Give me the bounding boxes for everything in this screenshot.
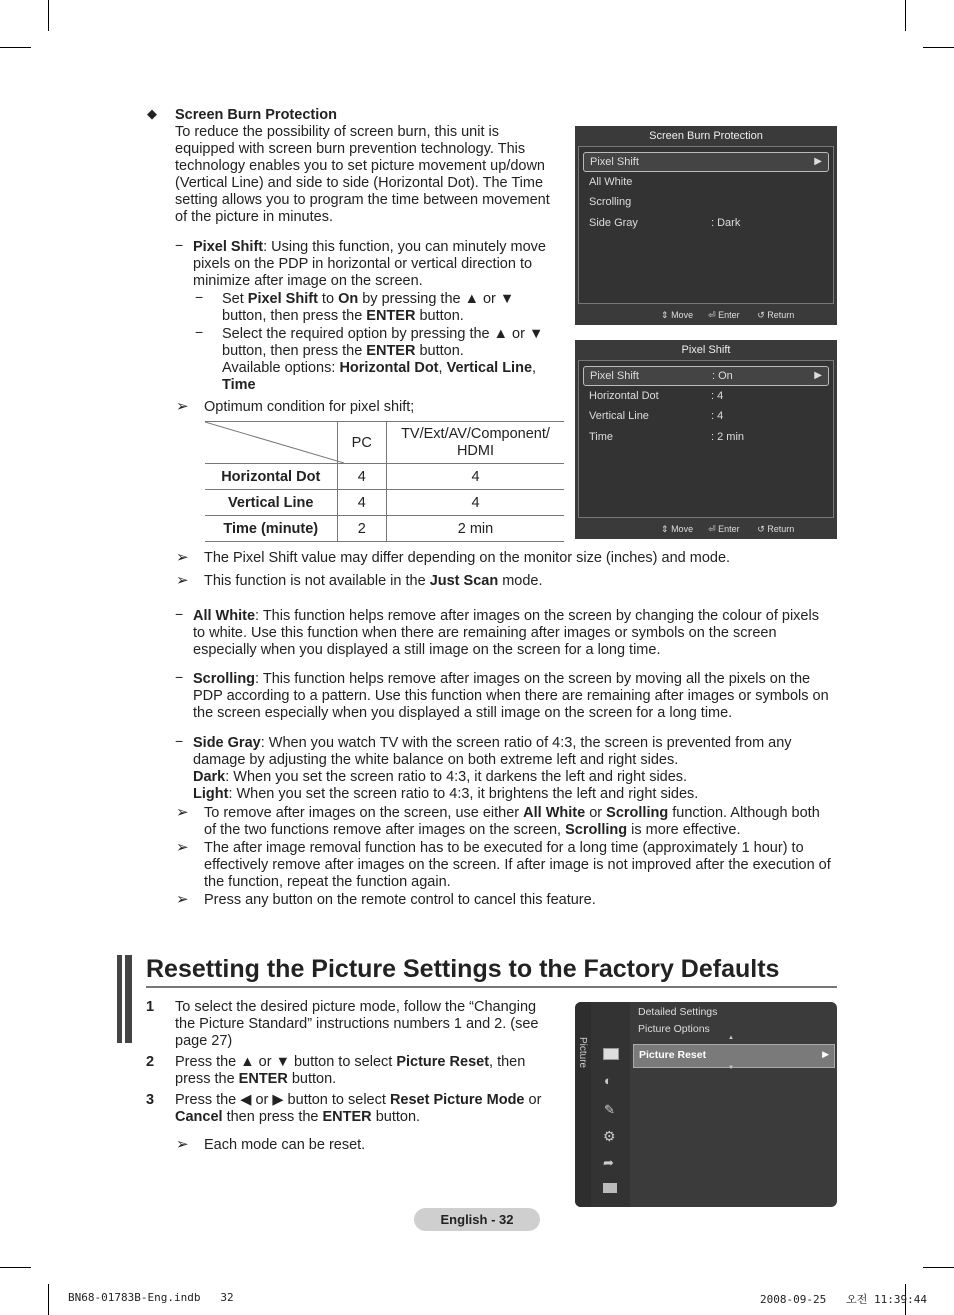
light-term: Light xyxy=(193,786,229,802)
note-text: To remove after images on the screen, use either xyxy=(204,805,524,821)
step-text: button. xyxy=(415,343,464,359)
note-text: mode. xyxy=(498,573,543,589)
table-row-label: Horizontal Dot xyxy=(205,464,337,490)
osd-item-value: : 4 xyxy=(711,390,724,402)
step-text: Press the ▲ or ▼ button to select xyxy=(175,1054,397,1070)
osd-enter-label: Enter xyxy=(718,310,740,320)
crop-mark xyxy=(0,47,31,48)
osd-item-label: Time xyxy=(589,431,614,443)
step-bold: On xyxy=(338,291,359,307)
enter-icon: ⏎ xyxy=(708,524,716,534)
osd-pixel-shift xyxy=(575,340,837,539)
osd-item-label: Scrolling xyxy=(589,196,632,208)
table-header: PC xyxy=(337,422,386,464)
reset-step-3 xyxy=(175,1092,560,1126)
step-number: 2 xyxy=(146,1054,155,1070)
dark-term: Dark xyxy=(193,769,226,785)
table-row-label: Time (minute) xyxy=(205,516,337,542)
step-bold: ENTER xyxy=(366,308,416,324)
right-arrow-icon: ▶ xyxy=(814,156,822,167)
side-gray-note1 xyxy=(204,805,834,839)
menu-item-detailed-settings[interactable]: Detailed Settings xyxy=(638,1006,718,1018)
pixel-shift-term: Pixel Shift xyxy=(193,239,264,255)
section-title: Screen Burn Protection xyxy=(175,107,337,123)
step-bold: Reset Picture Mode xyxy=(389,1092,525,1108)
reset-heading: Resetting the Picture Settings to the Factory Defaults xyxy=(146,955,780,983)
crop-mark xyxy=(0,1267,31,1268)
osd-item-label: Vertical Line xyxy=(589,410,649,422)
osd-item-scrolling[interactable] xyxy=(583,193,829,211)
scroll-down-icon: ▼ xyxy=(728,1065,734,1071)
note-text: is more effective. xyxy=(627,822,741,838)
return-icon: ↺ xyxy=(757,524,765,534)
setup-icon[interactable]: ⚙ xyxy=(603,1128,616,1144)
reset-step-2 xyxy=(175,1054,550,1088)
scrolling-desc xyxy=(193,671,833,722)
dash-bullet: − xyxy=(195,324,204,340)
step-bold: Pixel Shift xyxy=(247,291,318,307)
step-text: Available options: xyxy=(222,360,340,376)
step-text: to xyxy=(317,291,339,307)
right-arrow-icon: ▶ xyxy=(822,1049,829,1059)
dash-bullet: − xyxy=(195,289,204,305)
osd-screen-burn-protection xyxy=(575,126,837,325)
table-corner xyxy=(205,422,337,464)
picture-reset-label: Picture Reset xyxy=(639,1049,707,1061)
step-text: then press the xyxy=(222,1109,323,1125)
table-row xyxy=(205,490,564,516)
step-number: 1 xyxy=(146,999,155,1015)
osd-item-value: : Dark xyxy=(711,217,741,229)
crop-mark xyxy=(48,1284,49,1315)
enter-icon: ⏎ xyxy=(708,310,716,320)
osd-item-value: : On xyxy=(712,370,733,382)
note-arrow-icon: ➢ xyxy=(176,839,189,856)
osd-move-label: Move xyxy=(671,310,694,320)
osd-item-label: Side Gray xyxy=(589,217,638,229)
page-number-badge: English - 32 xyxy=(414,1208,540,1231)
all-white-term: All White xyxy=(193,608,256,624)
note-arrow-icon: ➢ xyxy=(176,804,189,821)
step-text: , xyxy=(438,360,447,376)
note-arrow-icon: ➢ xyxy=(176,891,189,908)
step-text: , xyxy=(532,360,537,376)
heading-underline xyxy=(146,986,837,988)
osd-return-label: Return xyxy=(767,524,795,534)
step-text: button. xyxy=(415,308,464,324)
scrolling-term: Scrolling xyxy=(193,671,256,687)
picture-menu-sidebar xyxy=(575,1002,591,1207)
step-text: Press the ◀ or ▶ button to select xyxy=(175,1092,390,1108)
picture-menu xyxy=(575,1002,837,1207)
dash-bullet: − xyxy=(175,733,184,749)
osd-item-vertical-line[interactable] xyxy=(583,407,829,425)
right-arrow-icon: ▶ xyxy=(814,370,822,381)
crop-mark xyxy=(923,1267,954,1268)
diamond-bullet-icon: ◆ xyxy=(147,106,157,121)
note-text: function. Although both of the two functions remove after images on the screen, xyxy=(204,805,820,838)
pixel-shift-step2 xyxy=(222,326,552,394)
menu-item-picture-options[interactable]: Picture Options xyxy=(638,1023,710,1035)
note-arrow-icon: ➢ xyxy=(176,1136,189,1153)
move-icon: ⇕ xyxy=(661,524,669,534)
table-cell: 2 xyxy=(337,516,386,542)
move-icon: ⇕ xyxy=(661,310,669,320)
note-bold: Scrolling xyxy=(565,822,628,838)
diagonal-line xyxy=(205,422,344,463)
scrolling-text: : This function helps remove after images on the screen by moving all the pixels on the PDP according to a pattern. Use this function when there are remaining after images or symbols on the screen especially when you displayed a still image on the screen for a long time. xyxy=(193,671,829,721)
return-icon: ↺ xyxy=(757,310,765,320)
note-arrow-icon: ➢ xyxy=(176,549,189,566)
table-row-label: Vertical Line xyxy=(205,490,337,516)
crop-mark xyxy=(905,0,906,31)
table-row xyxy=(205,516,564,542)
osd-item-side-gray[interactable] xyxy=(583,214,829,232)
osd-item-value: : 4 xyxy=(711,410,724,422)
picture-side-label: Picture xyxy=(577,1037,588,1069)
osd-title: Pixel Shift xyxy=(681,344,731,356)
step-text: Select the required option by pressing the ▲ or ▼ button, then press the xyxy=(222,326,544,359)
step-bold: Time xyxy=(222,377,256,393)
table-cell: 4 xyxy=(386,490,564,516)
heading-bar xyxy=(125,955,132,1043)
step-bold: ENTER xyxy=(238,1071,288,1087)
table-cell: 4 xyxy=(337,490,386,516)
reset-note: Each mode can be reset. xyxy=(204,1137,366,1153)
section-intro: To reduce the possibility of screen burn, this unit is equipped with screen burn prevention technology. This technology enables you to set picture movement up/down (Vertical Line) and side to side (Horizontal Dot). The Time setting allows you to program the time between movement of the picture in minutes. xyxy=(175,124,550,225)
dash-bullet: − xyxy=(175,669,184,685)
step-bold: ENTER xyxy=(322,1109,372,1125)
side-gray-note3: Press any button on the remote control to cancel this feature. xyxy=(204,892,596,908)
osd-return-label: Return xyxy=(767,310,795,320)
step-text: Set xyxy=(222,291,248,307)
osd-item-label: All White xyxy=(589,176,633,188)
osd-item-all-white[interactable] xyxy=(583,173,829,191)
osd-item-label: Pixel Shift xyxy=(590,156,639,168)
step-bold: ENTER xyxy=(366,343,416,359)
step-text: by pressing the ▲ or ▼ button, then press the xyxy=(222,291,515,324)
osd-footer xyxy=(661,522,794,536)
osd-move-label: Move xyxy=(671,524,694,534)
step-text: button. xyxy=(287,1071,337,1087)
note-bold: All White xyxy=(523,805,586,821)
crop-mark xyxy=(48,0,49,31)
osd-title: Screen Burn Protection xyxy=(649,130,763,142)
sound-icon[interactable]: ◐ xyxy=(604,1073,612,1088)
side-gray-note2: The after image removal function has to be executed for a long time (approximately 1 hour) to effectively remove after images on the screen. If after image is not improved after the execution of the function, repeat the function again. xyxy=(204,840,831,890)
reset-step-1: To select the desired picture mode, follow the “Changing the Picture Standard” instructions numbers 1 and 2. (see page 27) xyxy=(175,999,539,1049)
step-text: or xyxy=(524,1092,542,1108)
side-gray-term: Side Gray xyxy=(193,735,261,751)
light-text: : When you set the screen ratio to 4:3, it brightens the left and right sides. xyxy=(228,786,699,802)
optimum-note: Optimum condition for pixel shift; xyxy=(204,399,415,415)
note-arrow-icon: ➢ xyxy=(176,572,189,589)
all-white-desc xyxy=(193,608,833,659)
pixel-shift-note2 xyxy=(204,573,543,590)
step-bold: Horizontal Dot xyxy=(339,360,439,376)
all-white-text: : This function helps remove after images on the screen by changing the colour of pixels to white. Use this function when there are remaining after images or symbols on the screen especially when you displayed a still image on the screen for a long time. xyxy=(193,608,819,658)
note-text: or xyxy=(585,805,607,821)
table-row xyxy=(205,464,564,490)
step-bold: Picture Reset xyxy=(396,1054,490,1070)
osd-item-label: Pixel Shift xyxy=(590,370,639,382)
dash-bullet: − xyxy=(175,606,184,622)
dash-bullet: − xyxy=(175,237,184,253)
side-gray-text: : When you watch TV with the screen ratio of 4:3, the screen is prevented from any damage by adjusting the white balance on both extreme left and right sides. xyxy=(193,735,792,768)
heading-bar xyxy=(117,955,122,1043)
pixel-shift-table xyxy=(205,421,564,542)
table-cell: 4 xyxy=(337,464,386,490)
step-bold: Cancel xyxy=(175,1109,223,1125)
note-arrow-icon: ➢ xyxy=(176,398,189,415)
print-date-info: 2008-09-25 오전 11:39:44 xyxy=(760,1293,927,1306)
step-bold: Vertical Line xyxy=(446,360,533,376)
picture-icon[interactable] xyxy=(603,1048,619,1060)
osd-footer xyxy=(661,308,794,322)
osd-menu-panel xyxy=(578,360,834,518)
dark-text: : When you set the screen ratio to 4:3, it darkens the left and right sides. xyxy=(225,769,688,785)
side-gray-desc xyxy=(193,735,833,803)
crop-mark xyxy=(923,47,954,48)
pixel-shift-text: : Using this function, you can minutely move pixels on the PDP in horizontal or vertical direction to minimize after image on the screen. xyxy=(193,239,546,289)
application-icon[interactable] xyxy=(603,1183,617,1193)
step-number: 3 xyxy=(146,1092,155,1108)
channel-icon[interactable]: ✎ xyxy=(604,1102,615,1117)
step-text: , then press the xyxy=(175,1054,526,1087)
note-bold: Scrolling xyxy=(606,805,669,821)
scroll-up-icon: ▲ xyxy=(728,1035,734,1041)
note-bold: Just Scan xyxy=(429,573,499,589)
step-text: button. xyxy=(371,1109,421,1125)
pixel-shift-step1 xyxy=(222,291,542,325)
osd-item-pixel-shift[interactable] xyxy=(583,152,829,172)
print-file-info: BN68-01783B-Eng.indb 32 xyxy=(68,1291,234,1304)
pixel-shift-note1: The Pixel Shift value may differ depending on the monitor size (inches) and mode. xyxy=(204,550,731,566)
osd-item-value: : 2 min xyxy=(711,431,745,443)
osd-item-time[interactable] xyxy=(583,428,829,446)
osd-item-pixel-shift[interactable] xyxy=(583,366,829,386)
pixel-shift-desc xyxy=(193,239,558,290)
osd-item-label: Horizontal Dot xyxy=(589,390,659,402)
table-cell: 2 min xyxy=(386,516,564,542)
osd-enter-label: Enter xyxy=(718,524,740,534)
menu-item-picture-reset[interactable] xyxy=(633,1044,835,1068)
table-header: TV/Ext/AV/Component/ HDMI xyxy=(386,422,564,464)
osd-item-horizontal-dot[interactable] xyxy=(583,387,829,405)
table-cell: 4 xyxy=(386,464,564,490)
note-text: This function is not available in the xyxy=(204,573,430,589)
input-icon[interactable]: ➦ xyxy=(603,1155,614,1170)
osd-menu-panel xyxy=(578,146,834,304)
